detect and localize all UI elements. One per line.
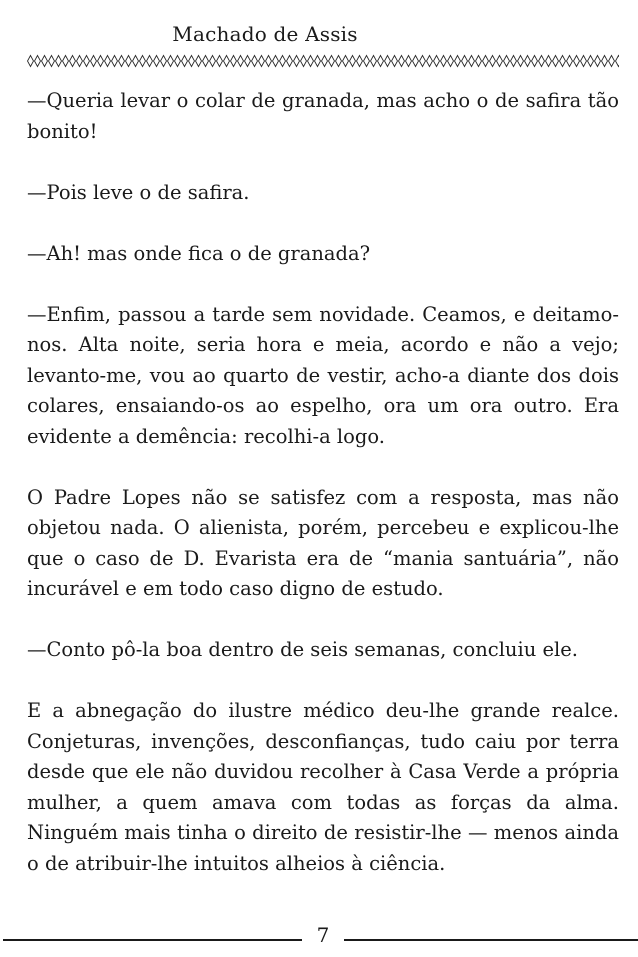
paragraph-dialogue-5: —Conto pô-la boa dentro de seis semanas, concluiu ele. bbox=[27, 638, 578, 661]
paragraph-dialogue-4: —Enfim, passou a tarde sem novidade. Ceamos, e deitamo-nos. Alta noite, seria hora e meia, acordo e não a vejo; levanto-me, vou ao quarto de vestir, acho-a diante dos dois colares, ensaiando-os ao espelho, ora um ora outro. Era evidente a demência: recolhi-a logo. bbox=[27, 302, 619, 448]
page-number: 7 bbox=[316, 923, 330, 947]
paragraph-dialogue-2: —Pois leve o de safira. bbox=[27, 180, 250, 204]
page-footer bbox=[0, 921, 638, 951]
running-header-author: Machado de Assis bbox=[172, 22, 358, 46]
paragraph-dialogue-1: —Queria levar o colar de granada, mas acho o de safira tão bonito! bbox=[27, 89, 619, 143]
paragraph-narration-2: E a abnegação do ilustre médico deu-lhe grande realce. Conjeturas, invenções, desconfianças, tudo caiu por terra desde que ele não duvidou recolher à Casa Verde a própria mulher, a quem amava com todas as forças da alma. Ninguém mais tinha o direito de resistir-lhe — menos ainda o de atribuir-lhe intuitos alheios à ciência. bbox=[27, 699, 619, 875]
decorative-diamond-border bbox=[27, 54, 619, 68]
page-body bbox=[27, 86, 619, 879]
paragraph-dialogue-3: —Ah! mas onde fica o de granada? bbox=[27, 241, 371, 265]
footer-rule-left bbox=[3, 939, 302, 941]
footer-rule-right bbox=[344, 939, 638, 941]
paragraph-narration-1: O Padre Lopes não se satisfez com a resposta, mas não objetou nada. O alienista, porém, percebeu e explicou-lhe que o caso de D. Evarista era de “mania santuária”, não incurável e em todo caso digno de estudo. bbox=[27, 485, 619, 600]
